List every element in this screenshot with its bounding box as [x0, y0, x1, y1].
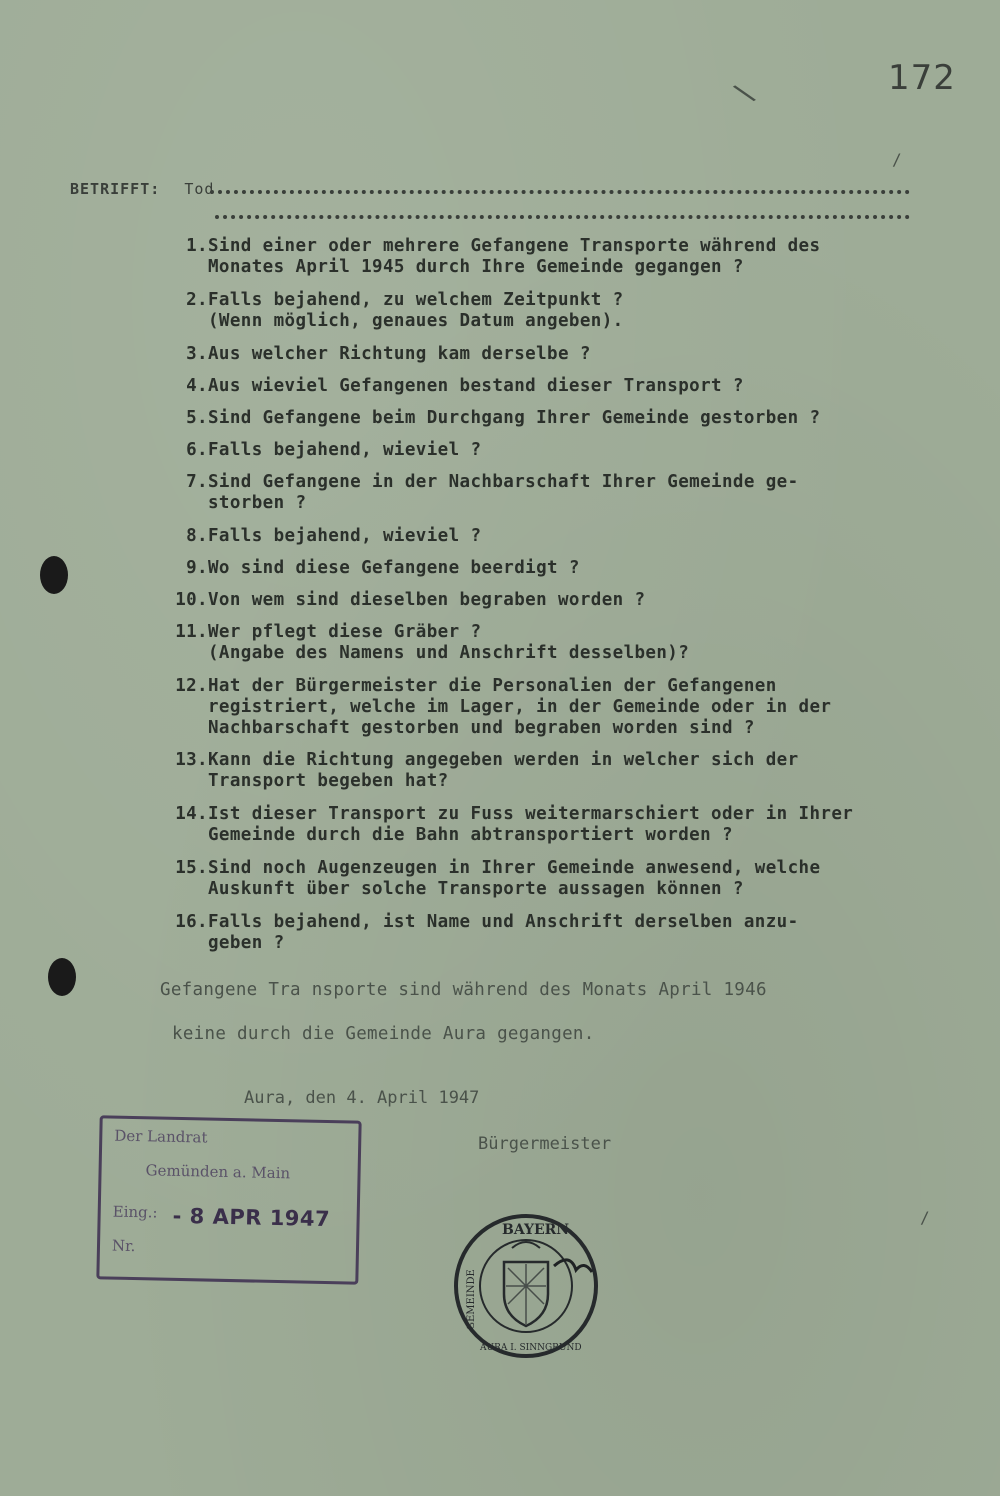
stamp-office: Gemünden a. Main [145, 1161, 291, 1183]
answer-line-2: keine durch die Gemeinde Aura gegangen. [172, 1024, 595, 1044]
municipal-seal [452, 1212, 600, 1360]
question-number: 9. [186, 558, 208, 578]
seal-left-text: GEMEINDE [466, 1269, 477, 1330]
signatory-title: Bürgermeister [478, 1134, 612, 1154]
question-number: 3. [186, 344, 208, 364]
subject-label [70, 180, 214, 198]
question-text: Aus wieviel Gefangenen bestand dieser Transport ? [208, 376, 744, 396]
question-number: 15. [175, 858, 208, 878]
question-item [130, 622, 928, 664]
question-item [130, 472, 928, 514]
question-text: Kann die Richtung angegeben werden in welcher sich der Transport begeben hat? [208, 750, 799, 791]
question-item [130, 526, 928, 547]
question-text: Falls bejahend, wieviel ? [208, 440, 482, 460]
subject-heading: BETRIFFT: [70, 180, 161, 198]
question-number: 6. [186, 440, 208, 460]
question-item [130, 408, 928, 429]
question-number: 1. [186, 236, 208, 256]
question-text: Aus welcher Richtung kam derselbe ? [208, 344, 591, 364]
question-text: Von wem sind dieselben begraben worden ? [208, 590, 646, 610]
seal-top-text: BAYERN [502, 1222, 570, 1238]
question-item [130, 804, 928, 846]
place-and-date: Aura, den 4. April 1947 [244, 1088, 480, 1108]
question-text: Sind einer oder mehrere Gefangene Transporte während des Monates April 1945 durch Ihre Gemeinde gegangen ? [208, 236, 821, 277]
subject-fragment: Tod [184, 180, 215, 198]
question-text: Sind noch Augenzeugen in Ihrer Gemeinde anwesend, welche Auskunft über solche Transporte aussagen können ? [208, 858, 821, 899]
stamp-date: - 8 APR 1947 [172, 1203, 331, 1232]
subject-dotted-line [210, 190, 910, 194]
question-number: 7. [186, 472, 208, 492]
question-number: 4. [186, 376, 208, 396]
received-stamp [96, 1115, 361, 1284]
pencil-mark: / [920, 1208, 930, 1227]
question-number: 16. [175, 912, 208, 932]
question-text: Hat der Bürgermeister die Personalien der Gefangenen registriert, welche im Lager, in der Gemeinde oder in der Nachbarschaft gestorben und begraben worden sind ? [208, 676, 832, 738]
question-item [130, 912, 928, 954]
question-text: Ist dieser Transport zu Fuss weitermarschiert oder in Ihrer Gemeinde durch die Bahn abtransportiert worden ? [208, 804, 854, 845]
question-item [130, 290, 928, 332]
question-text: Sind Gefangene beim Durchgang Ihrer Gemeinde gestorben ? [208, 408, 821, 428]
question-number: 13. [175, 750, 208, 770]
question-item [130, 590, 928, 611]
question-text: Wo sind diese Gefangene beerdigt ? [208, 558, 580, 578]
question-item [130, 750, 928, 792]
question-text: Falls bejahend, ist Name und Anschrift derselben anzu- geben ? [208, 912, 799, 953]
question-number: 8. [186, 526, 208, 546]
question-item [130, 236, 928, 278]
seal-bottom-text: AURA I. SINNGRUND [480, 1343, 582, 1353]
question-text: Wer pflegt diese Gräber ? (Angabe des Namens und Anschrift desselben)? [208, 622, 690, 663]
question-number: 12. [175, 676, 208, 696]
pencil-mark: \ [728, 73, 760, 112]
page-number: 172 [888, 58, 956, 98]
punch-hole-top [40, 556, 68, 594]
stamp-nr-label: Nr. [111, 1236, 136, 1256]
question-number: 11. [175, 622, 208, 642]
question-number: 5. [186, 408, 208, 428]
stamp-eing-label: Eing.: [112, 1202, 158, 1222]
question-item [130, 858, 928, 900]
question-item [130, 376, 928, 397]
question-number: 2. [186, 290, 208, 310]
question-number: 14. [175, 804, 208, 824]
question-item [130, 344, 928, 365]
answer-line-1: Gefangene Tra nsporte sind während des Monats April 1946 [160, 980, 767, 1000]
pencil-mark: / [892, 150, 902, 169]
question-text: Falls bejahend, wieviel ? [208, 526, 482, 546]
question-number: 10. [175, 590, 208, 610]
punch-hole-bottom [48, 958, 76, 996]
question-item [130, 440, 928, 461]
question-text: Sind Gefangene in der Nachbarschaft Ihrer Gemeinde ge- storben ? [208, 472, 799, 513]
question-item [130, 676, 928, 739]
question-item [130, 558, 928, 579]
subject-dotted-line-2 [215, 215, 910, 219]
question-text: Falls bejahend, zu welchem Zeitpunkt ? (Wenn möglich, genaues Datum angeben). [208, 290, 624, 331]
stamp-authority: Der Landrat [114, 1126, 208, 1147]
